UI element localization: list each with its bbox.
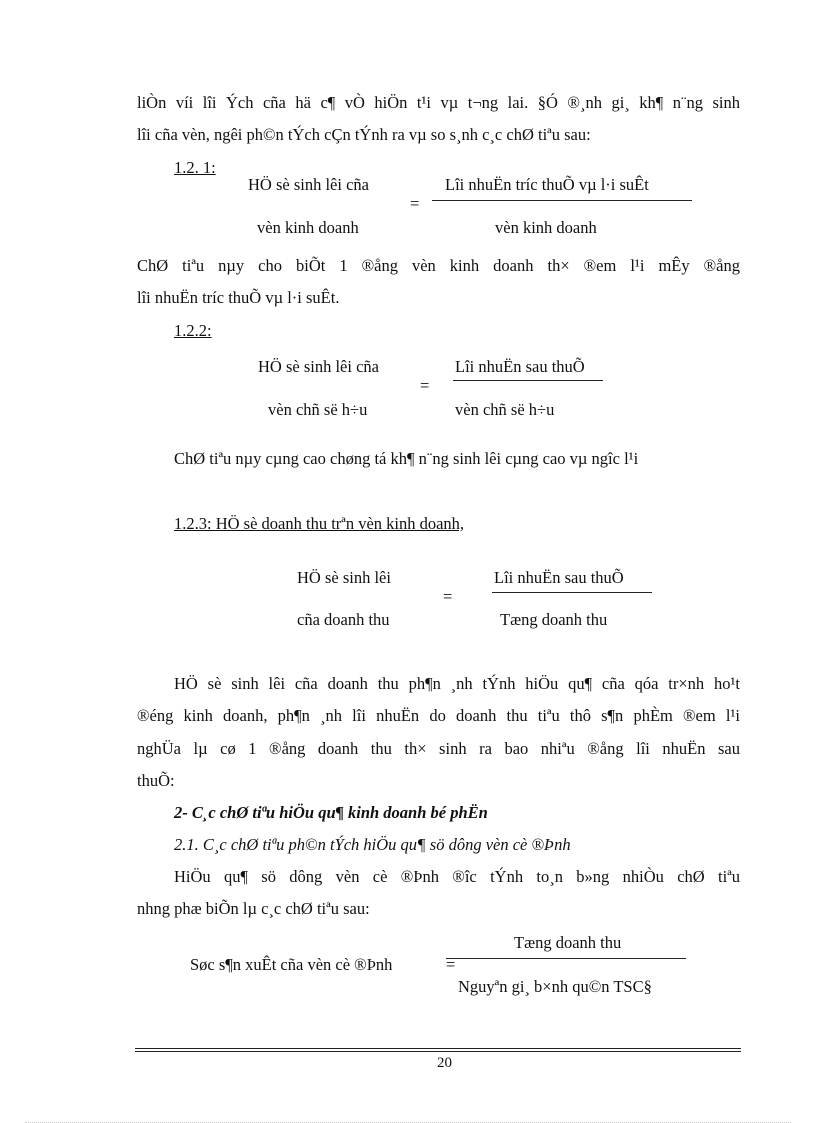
paragraph3-line1: HÖ sè sinh lêi cña doanh thu ph¶n ¸nh tÝnh hiÖu qu¶ cña qóa tr×nh ho¹t — [174, 674, 740, 693]
paragraph4-line2: nhng phæ biÕn lµ c¸c chØ tiªu sau: — [137, 899, 370, 918]
intro-line-1: liÒn víi lîi Ých cña hä c¶ vÒ hiÖn t¹i vµ t¬ng lai. §Ó ®¸nh gi¸ kh¶ n¨ng sinh — [137, 93, 740, 112]
formula2-fraction-line — [453, 380, 603, 381]
formula4-left: Søc s¶n xuÊt cña vèn cè ®Þnh — [190, 955, 393, 974]
formula3-left-line1: HÖ sè sinh lêi — [297, 568, 391, 587]
heading-1-2-3: 1.2.3: HÖ sè doanh thu trªn vèn kinh doanh, — [174, 514, 465, 533]
paragraph1-line2: lîi nhuËn tríc thuÕ vµ l·i suÊt. — [137, 288, 340, 307]
formula1-denominator: vèn kinh doanh — [495, 218, 597, 237]
formula4-denominator: Nguyªn gi¸ b×nh qu©n TSC§ — [458, 977, 652, 996]
formula1-numerator: Lîi nhuËn tríc thuÕ vµ l·i suÊt — [445, 175, 649, 194]
heading-1-2-1: 1.2. 1: — [174, 158, 216, 177]
formula1-equals: = — [410, 194, 420, 213]
paragraph3-line2: ®éng kinh doanh, ph¶n ¸nh lîi nhuËn do doanh thu tiªu thô s¶n phÈm ®em l¹i — [137, 706, 740, 725]
section-2-1-heading: 2.1. C¸c chØ tiªu ph©n tÝch hiÖu qu¶ sö dông vèn cè ®Þnh — [174, 835, 571, 854]
paragraph3-line4: thuÕ: — [137, 771, 175, 790]
formula1-fraction-line — [432, 200, 692, 201]
formula3-numerator: Lîi nhuËn sau thuÕ — [494, 568, 624, 587]
heading-1-2-2: 1.2.2: — [174, 321, 212, 340]
paragraph3-line3: nghÜa lµ cø 1 ®ång doanh thu th× sinh ra bao nhiªu ®ång lîi nhuËn sau — [137, 739, 740, 758]
section-2-heading: 2- C¸c chØ tiªu hiÖu qu¶ kinh doanh bé phËn — [174, 803, 488, 822]
footer-double-rule — [135, 1048, 741, 1052]
intro-line-2: lîi cña vèn, ngêi ph©n tÝch cÇn tÝnh ra vµ so s¸nh c¸c chØ tiªu sau: — [137, 125, 591, 144]
formula4-numerator: Tæng doanh thu — [514, 933, 622, 952]
formula3-left-line2: cña doanh thu — [297, 610, 390, 629]
page-number: 20 — [437, 1055, 452, 1071]
formula1-left-line2: vèn kinh doanh — [257, 218, 359, 237]
formula4-equals: = — [446, 955, 456, 974]
formula3-equals: = — [443, 587, 453, 606]
formula2-left-line1: HÖ sè sinh lêi cña — [258, 357, 379, 376]
paragraph1-line1: ChØ tiªu nµy cho biÕt 1 ®ång vèn kinh doanh th× ®em l¹i mÊy ®ång — [137, 256, 740, 275]
formula2-equals: = — [420, 376, 430, 395]
paragraph2-line1: ChØ tiªu nµy cµng cao chøng tá kh¶ n¨ng sinh lêi cµng cao vµ ngîc l¹i — [174, 449, 639, 468]
formula1-left-line1: HÖ sè sinh lêi cña — [248, 175, 369, 194]
formula2-denominator: vèn chñ së h÷u — [455, 400, 555, 419]
formula2-numerator: Lîi nhuËn sau thuÕ — [455, 357, 585, 376]
formula3-denominator: Tæng doanh thu — [500, 610, 608, 629]
formula2-left-line2: vèn chñ së h÷u — [268, 400, 368, 419]
paragraph4-line1: HiÖu qu¶ sö dông vèn cè ®Þnh ®îc tÝnh to¸n b»ng nhiÒu chØ tiªu — [174, 867, 740, 886]
formula3-fraction-line — [492, 592, 652, 593]
formula4-fraction-line — [446, 958, 686, 959]
